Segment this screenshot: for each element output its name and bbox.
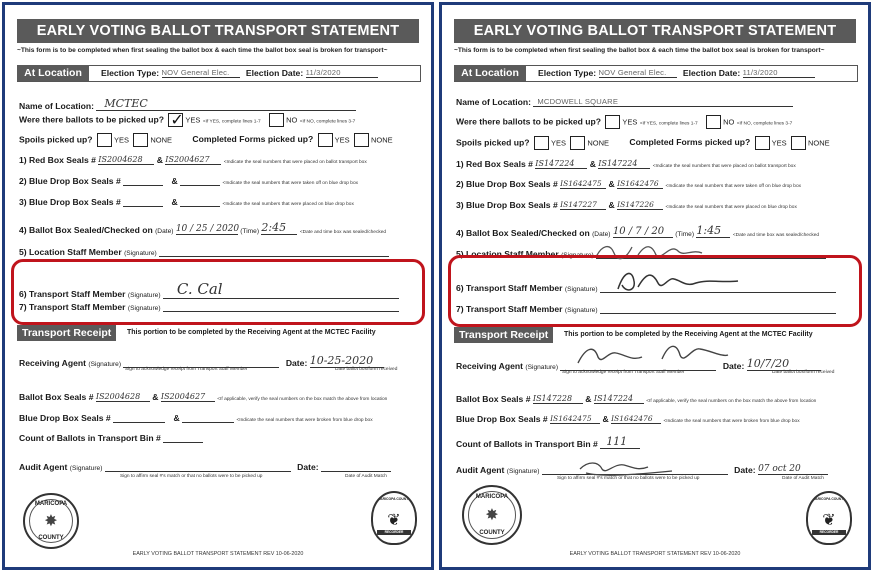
blue-drop-2-label: 2) Blue Drop Box Seals # <box>19 176 121 186</box>
at-location-header: At Location <box>17 65 89 81</box>
forms-none-checkbox <box>791 136 806 150</box>
forms-yes-label: YES <box>771 138 787 148</box>
maricopa-county-seal <box>462 485 522 545</box>
spoils-none-label: NONE <box>587 138 610 148</box>
ballot-box-seals-hint: <If applicable, verify the seal numbers on the box match the above from location <box>646 399 817 404</box>
phoenix-icon: ❦ <box>822 512 836 529</box>
spoils-yes-label: YES <box>550 138 566 148</box>
amp: & <box>156 155 163 165</box>
blue-drop-3-hint: <Indicate the seal numbers that were placed on blue drop box <box>665 205 797 210</box>
forms-yes-label: YES <box>334 135 350 145</box>
sealed-time: 1:45 <box>696 224 730 238</box>
signature-word: (Signature) <box>561 252 594 259</box>
blue-off-2: IS1642476 <box>617 179 663 189</box>
amp: & <box>602 414 609 424</box>
transport-staff-highlight <box>11 259 425 325</box>
red-seal-2: IS2004627 <box>165 155 221 165</box>
receiving-agent-label: Receiving Agent <box>456 361 524 371</box>
receipt-blue-2: IS1642476 <box>611 414 661 424</box>
transport-staff-6-signature: C. Cal <box>163 280 399 299</box>
election-date-label: Election Date: <box>245 68 304 78</box>
audit-agent-hint: Sign to affirm seal #'s match or that no ballots were to be picked up <box>557 476 700 481</box>
transport-staff-6-label: 6) Transport Staff Member <box>19 289 126 299</box>
amp: & <box>173 413 180 423</box>
sealed-time: 2:45 <box>261 221 297 235</box>
audit-date-line <box>321 471 391 472</box>
audit-date-hint: Date of Audit Match <box>345 474 387 479</box>
blue-drop-receipt-hint: <Indicate the seal numbers that were broken from blue drop box <box>663 419 800 424</box>
seal-top-text: MARICOPA <box>34 501 68 507</box>
signature-word: (Signature) <box>564 307 598 314</box>
phoenix-icon: ❦ <box>387 512 401 529</box>
yes-hint: <If YES, complete lines 1-7 <box>202 119 261 125</box>
red-seal-2: IS147224 <box>598 159 650 169</box>
blue-drop-3-blank <box>123 206 163 207</box>
seal-emblem-icon: ✸ <box>44 513 58 530</box>
ballots-picked-up-label: Were there ballots to be picked up? <box>456 116 602 127</box>
time-word: (Time) <box>675 231 695 238</box>
blue-drop-2-label: 2) Blue Drop Box Seals # <box>456 179 558 189</box>
forms-yes-checkbox <box>318 133 333 147</box>
form-footer: EARLY VOTING BALLOT TRANSPORT STATEMENT REV 10-06-2020 <box>569 551 741 557</box>
ballot-transport-form-right <box>439 2 871 570</box>
completed-forms-label: Completed Forms picked up? <box>192 134 314 145</box>
badge-ribbon: RECORDER <box>377 530 411 535</box>
amp: & <box>171 176 178 186</box>
election-type-value: NOV General Elec. <box>162 68 240 78</box>
ballots-picked-up-label: Were there ballots to be picked up? <box>19 114 165 125</box>
forms-none-checkbox <box>354 133 369 147</box>
audit-agent-label: Audit Agent <box>19 462 68 472</box>
seal-bottom-text: COUNTY <box>479 530 505 536</box>
transport-receipt-note: This portion to be completed by the Receiving Agent at the MCTEC Facility <box>127 329 376 336</box>
ballot-box-seals-hint: <If applicable, verify the seal numbers on the box match the above from location <box>217 397 388 402</box>
sealed-date: 10 / 7 / 20 <box>613 226 673 238</box>
location-staff-label: 5) Location Staff Member <box>456 249 559 259</box>
blue-drop-receipt-blank-2 <box>182 422 234 423</box>
election-date-value: 11/3/2020 <box>743 68 815 78</box>
location-name-value: MCTEC <box>96 97 356 111</box>
blue-drop-receipt-label: Blue Drop Box Seals # <box>456 414 548 424</box>
yes-label: YES <box>622 117 638 127</box>
amp: & <box>585 394 592 404</box>
blue-drop-2-blank-2 <box>180 185 220 186</box>
blue-drop-2-hint: <Indicate the seal numbers that were taken off on blue drop box <box>222 181 359 186</box>
blue-on-1: IS147227 <box>560 200 606 210</box>
transport-receipt-header: Transport Receipt <box>17 325 116 341</box>
blue-drop-3-hint: <Indicate the seal numbers that were placed on blue drop box <box>222 202 354 207</box>
yes-checkbox <box>605 115 620 129</box>
election-date-label: Election Date: <box>682 68 741 78</box>
receipt-blue-1: IS1642475 <box>550 414 600 424</box>
blue-drop-2-hint: <Indicate the seal numbers that were taken off on blue drop box <box>665 184 802 189</box>
seal-bottom-text: COUNTY <box>38 535 64 541</box>
blue-drop-3-label: 3) Blue Drop Box Seals # <box>456 200 558 210</box>
audit-agent-sig-line <box>105 471 291 472</box>
no-checkbox <box>269 113 284 127</box>
badge-ribbon: RECORDER <box>812 530 846 535</box>
form-title: EARLY VOTING BALLOT TRANSPORT STATEMENT <box>17 19 419 43</box>
spoils-none-label: NONE <box>150 135 173 145</box>
location-name-value: MCDOWELL SQUARE <box>533 97 793 107</box>
location-name-label: Name of Location: <box>19 101 94 111</box>
seal-top-text: MARICOPA <box>475 494 509 500</box>
spoils-none-checkbox <box>133 133 148 147</box>
blue-on-2: IS147226 <box>617 200 663 210</box>
forms-none-label: NONE <box>371 135 393 145</box>
amp: & <box>171 197 178 207</box>
at-location-header: At Location <box>454 65 526 81</box>
ballot-box-seals-label: Ballot Box Seals # <box>456 394 531 404</box>
yes-checkbox <box>168 113 183 127</box>
amp: & <box>152 392 159 402</box>
forms-none-label: NONE <box>808 138 830 148</box>
spoils-none-checkbox <box>570 136 585 150</box>
transport-staff-6-label: 6) Transport Staff Member <box>456 283 563 293</box>
receipt-seal-1: IS2004628 <box>96 392 150 402</box>
blue-drop-receipt-label: Blue Drop Box Seals # <box>19 413 111 423</box>
red-seals-hint: <Indicate the seal numbers that were placed on ballot transport box <box>223 160 367 165</box>
count-label: Count of Ballots in Transport Bin # <box>456 439 598 449</box>
receiving-agent-hint: Sign to acknowledge receipt from Transport Staff Member <box>562 370 685 375</box>
transport-staff-7-label: 7) Transport Staff Member <box>19 302 126 312</box>
spoils-label: Spoils picked up? <box>456 137 530 148</box>
spoils-label: Spoils picked up? <box>19 134 93 145</box>
date-word: (Date) <box>592 231 611 238</box>
audit-date: 07 oct 20 <box>758 464 828 475</box>
spoils-yes-checkbox <box>97 133 112 147</box>
receiving-agent-signature <box>572 339 732 369</box>
completed-forms-label: Completed Forms picked up? <box>629 137 751 148</box>
transport-staff-7-label: 7) Transport Staff Member <box>456 304 563 314</box>
receiving-agent-label: Receiving Agent <box>19 358 87 368</box>
blue-off-1: IS1642475 <box>560 179 606 189</box>
signature-word: (Signature) <box>525 364 559 371</box>
transport-receipt-note: This portion to be completed by the Receiving Agent at the MCTEC Facility <box>564 331 813 338</box>
signature-word: (Signature) <box>69 465 103 472</box>
signature-word: (Signature) <box>127 305 161 312</box>
blue-drop-3-blank-2 <box>180 206 220 207</box>
audit-date-label: Date: <box>297 462 319 472</box>
no-hint: <If NO, complete lines 3-7 <box>736 121 793 127</box>
audit-date-label: Date: <box>734 465 756 475</box>
sealed-hint: <Date and time box was sealed/checked <box>732 233 820 238</box>
audit-date-hint: Date of Audit Match <box>782 476 824 481</box>
form-subtitle: ~This form is to be completed when first sealing the ballot box & each time the ballot box seal is broken for transport~ <box>17 47 388 54</box>
sealed-label: 4) Ballot Box Sealed/Checked on <box>456 228 590 238</box>
red-seal-1: IS147224 <box>535 159 587 169</box>
time-word: (Time) <box>240 228 260 235</box>
yes-hint: <If YES, complete lines 1-7 <box>639 121 698 127</box>
receipt-date-label: Date: <box>285 358 308 368</box>
seal-emblem-icon: ✸ <box>485 507 499 524</box>
receiving-agent-hint: Sign to acknowledge receipt from Transport Staff Member <box>125 367 248 372</box>
count-label: Count of Ballots in Transport Bin # <box>19 433 161 443</box>
signature-word: (Signature) <box>124 250 157 257</box>
receipt-date-hint: Date ballot box/form received <box>335 367 398 372</box>
maricopa-county-seal <box>23 493 79 549</box>
no-label: NO <box>286 115 298 125</box>
amp: & <box>608 200 615 210</box>
blue-drop-receipt-hint: <Indicate the seal numbers that were broken from blue drop box <box>236 418 373 423</box>
spoils-yes-checkbox <box>534 136 549 150</box>
signature-word: (Signature) <box>127 292 161 299</box>
red-seals-hint: <Indicate the seal numbers that were placed on ballot transport box <box>652 164 796 169</box>
date-word: (Date) <box>155 228 174 235</box>
yes-label: YES <box>185 115 201 125</box>
sealed-date: 10 / 25 / 2020 <box>175 224 240 234</box>
receipt-seal-1: IS147228 <box>533 394 583 404</box>
election-type-label: Election Type: <box>538 68 597 78</box>
no-checkbox <box>706 115 721 129</box>
ballot-transport-form-left <box>2 2 434 570</box>
location-staff-sig-line <box>159 256 389 257</box>
ballot-box-seals-label: Ballot Box Seals # <box>19 392 94 402</box>
receipt-seal-2: IS2004627 <box>161 392 215 402</box>
badge-top-text: MARICOPA COUNTY <box>812 497 846 501</box>
forms-yes-checkbox <box>755 136 770 150</box>
badge-top-text: MARICOPA COUNTY <box>377 497 411 501</box>
red-seal-1: IS2004628 <box>98 155 154 165</box>
receipt-date-label: Date: <box>722 361 745 371</box>
audit-agent-label: Audit Agent <box>456 465 505 475</box>
transport-receipt-header: Transport Receipt <box>454 327 553 343</box>
blue-drop-2-blank <box>123 185 163 186</box>
election-type-label: Election Type: <box>101 68 160 78</box>
signature-word: (Signature) <box>564 286 598 293</box>
form-subtitle: ~This form is to be completed when first sealing the ballot box & each time the ballot box seal is broken for transport~ <box>454 47 825 54</box>
form-footer: EARLY VOTING BALLOT TRANSPORT STATEMENT REV 10-06-2020 <box>132 551 304 557</box>
spoils-yes-label: YES <box>113 135 129 145</box>
sealed-hint: <Date and time box was sealed/checked <box>299 230 387 235</box>
election-date-value: 11/3/2020 <box>306 68 378 78</box>
county-recorder-badge <box>806 491 852 545</box>
location-name-label: Name of Location: <box>456 97 531 107</box>
signature-word: (Signature) <box>88 361 122 368</box>
form-title: EARLY VOTING BALLOT TRANSPORT STATEMENT <box>454 19 856 43</box>
red-seals-label: 1) Red Box Seals # <box>19 155 96 165</box>
receipt-date: 10-25-2020 <box>310 354 384 368</box>
ballot-count: 111 <box>600 435 640 449</box>
audit-agent-hint: Sign to affirm seal #'s match or that no ballots were to be picked up <box>120 474 263 479</box>
signature-word: (Signature) <box>506 468 540 475</box>
county-recorder-badge <box>371 491 417 545</box>
receipt-date-hint: Date ballot box/form received <box>772 370 835 375</box>
blue-drop-receipt-blank <box>113 422 165 423</box>
receipt-seal-2: IS147224 <box>594 394 644 404</box>
no-hint: <If NO, complete lines 3-7 <box>299 119 356 125</box>
location-staff-label: 5) Location Staff Member <box>19 247 122 257</box>
amp: & <box>608 179 615 189</box>
sealed-label: 4) Ballot Box Sealed/Checked on <box>19 225 153 235</box>
transport-staff-highlight <box>448 255 862 327</box>
amp: & <box>589 159 596 169</box>
election-type-value: NOV General Elec. <box>599 68 677 78</box>
blue-drop-3-label: 3) Blue Drop Box Seals # <box>19 197 121 207</box>
red-seals-label: 1) Red Box Seals # <box>456 159 533 169</box>
count-blank <box>163 442 203 443</box>
receipt-date: 10/7/20 <box>747 357 821 371</box>
no-label: NO <box>723 117 735 127</box>
